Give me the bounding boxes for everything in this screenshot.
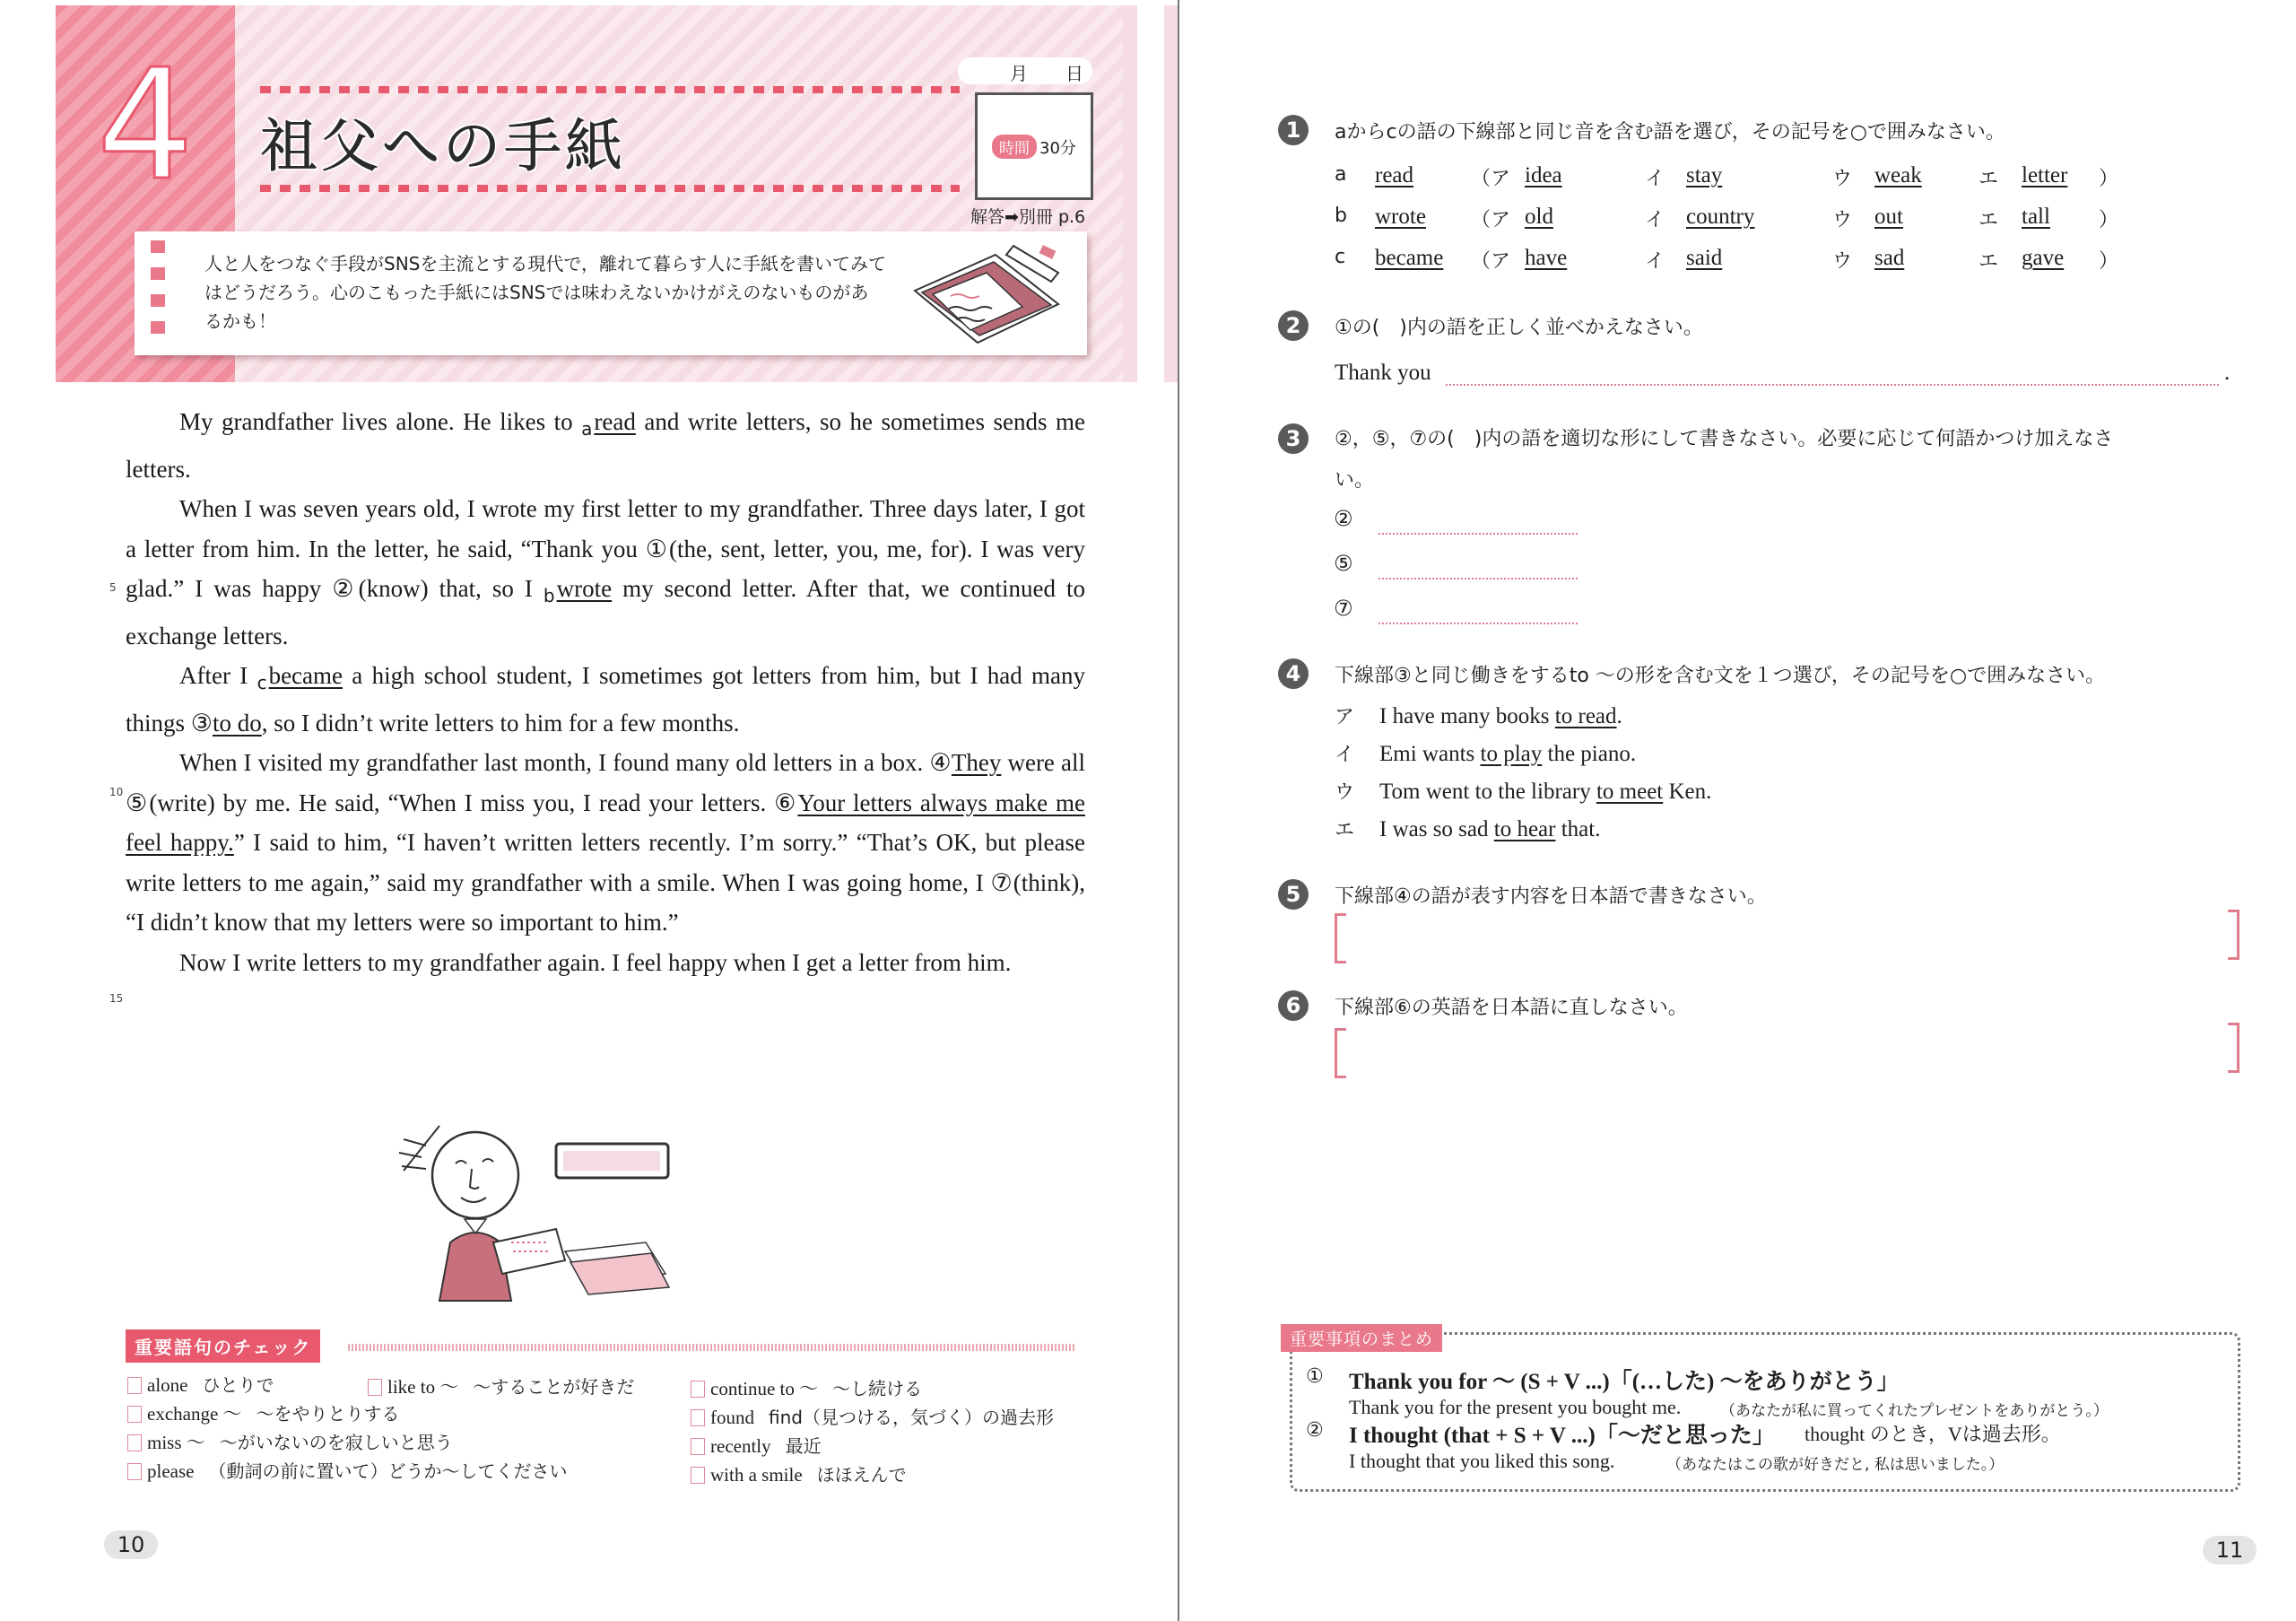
summary-title: 重要事項のまとめ [1281, 1324, 1442, 1352]
choice-text: I was so sad [1379, 817, 1494, 841]
answer-bracket-left [1335, 1028, 1346, 1078]
underlined-phrase-to-do: to do [212, 709, 262, 736]
title-dash-top [260, 86, 960, 93]
card-tab-notch [151, 321, 165, 334]
checkbox[interactable] [368, 1379, 382, 1396]
vocab-english: exchange ～ [147, 1403, 242, 1425]
option-kana[interactable]: エ [1979, 209, 1999, 231]
marker-2: ② [332, 575, 359, 602]
choice-text: Emi wants [1379, 742, 1481, 766]
checkbox[interactable] [691, 1409, 705, 1426]
option-kana[interactable]: ウ [1832, 250, 1853, 273]
choice-kana: エ [1335, 819, 1355, 841]
date-day-label: 日 [1065, 63, 1083, 84]
answer-reference: 解答➡別冊 p.6 [970, 207, 1086, 227]
question-badge-1: 1 [1278, 115, 1309, 145]
question-5-prompt: 下線部④の語が表す内容を日本語で書きなさい。 [1335, 885, 1767, 908]
paragraph-1 [126, 402, 1085, 489]
passage-text: (the, sent, letter, you, me, for). I was very glad.” I was happy [126, 535, 1085, 602]
choice-underlined: to read [1554, 704, 1617, 728]
word-marker-a: a [581, 418, 593, 440]
question-2-prompt: ①の( )内の語を正しく並べかえなさい。 [1335, 317, 1703, 339]
question-badge-3: 3 [1278, 423, 1309, 454]
checkbox[interactable] [127, 1463, 142, 1480]
summary-note: thought のとき，Vは過去形。 [1805, 1423, 2061, 1445]
vocab-japanese: ～し続ける [832, 1378, 923, 1399]
gutter-band [1123, 5, 1137, 382]
option-kana[interactable]: （ア [1471, 250, 1511, 273]
answer-area-q5[interactable] [1349, 913, 2224, 958]
underlined-word-wrote: wrote [556, 575, 613, 602]
passage-text: were all [1001, 749, 1085, 776]
passage-text: a high school student, I sometimes got letters from him, but I had many things [126, 662, 1086, 736]
option-word: out [1874, 205, 1903, 229]
vocab-english: recently [710, 1435, 771, 1457]
blank-label: ⑦ [1334, 596, 1353, 621]
question-3-prompt-line1: ②，⑤，⑦の( )内の語を適切な形にして書きなさい。必要に応じて何語かつけ加えなさ [1335, 428, 2114, 450]
option-word: said [1686, 246, 1723, 270]
vocab-english: alone [147, 1374, 188, 1396]
choice-underlined: to hear [1493, 817, 1556, 841]
option-word: letter [2022, 163, 2068, 187]
vocab-english: like to ～ [387, 1376, 459, 1398]
reading-passage [126, 402, 1085, 982]
choice-underlined: to meet [1596, 780, 1664, 804]
grandfather-reading-letter-illustration-icon [386, 1108, 673, 1305]
row-label: a [1335, 163, 1347, 186]
answer-line-q3-2[interactable] [1378, 533, 1578, 535]
summary-example: Thank you for the present you bought me. [1349, 1396, 1682, 1418]
option-word: stay [1686, 163, 1723, 187]
target-word: became [1375, 246, 1444, 270]
option-word: idea [1525, 163, 1562, 187]
answer-bracket-left [1335, 913, 1346, 963]
line-number: 15 [109, 992, 124, 1005]
choice-text: . [1616, 704, 1622, 728]
paragraph-5 [126, 943, 1085, 983]
question-badge-5: 5 [1278, 879, 1309, 910]
vocab-item[interactable] [127, 1428, 453, 1455]
paragraph-4 [126, 743, 1085, 943]
vocab-english: with a smile [710, 1464, 803, 1486]
row-label: b [1335, 205, 1347, 227]
q4-choice-u[interactable] [1335, 777, 1711, 805]
answer-bracket-right [2228, 910, 2239, 960]
target-word: read [1375, 163, 1414, 187]
answer-line-q2[interactable] [1446, 384, 2219, 386]
passage-text: After I [179, 662, 257, 689]
option-word: weak [1874, 163, 1922, 187]
checkbox[interactable] [691, 1438, 705, 1455]
vocab-item[interactable] [127, 1399, 400, 1426]
paragraph-3 [126, 656, 1085, 743]
paragraph-2 [126, 489, 1085, 656]
vocab-japanese: ～がいないのを寂しいと思う [219, 1432, 453, 1453]
choice-kana: ウ [1335, 781, 1355, 804]
answer-line-q3-5[interactable] [1378, 578, 1578, 580]
passage-text: my second letter. After that, we continued to exchange letters. [126, 575, 1085, 649]
summary-translation: （あなたはこの歌が好きだと, 私は思いました。） [1666, 1456, 2005, 1474]
option-kana[interactable]: エ [1979, 168, 1999, 190]
passage-text: Now I write letters to my grandfather again. I feel happy when I get a letter from him. [179, 948, 1012, 976]
vocab-english: found [710, 1407, 754, 1428]
choice-underlined: to play [1480, 742, 1543, 766]
summary-example: I thought that you liked this song. [1349, 1450, 1615, 1472]
vocab-japanese: （動詞の前に置いて）どうか～してください [208, 1460, 568, 1482]
vocab-japanese: 最近 [785, 1435, 822, 1457]
q4-choice-i[interactable] [1335, 739, 1636, 767]
vocab-japanese: ～することが好きだ [473, 1376, 635, 1398]
vocab-english: please [147, 1460, 195, 1482]
choice-text: Tom went to the library [1379, 780, 1596, 804]
line-number: 10 [109, 786, 124, 798]
marker-6: ⑥ [774, 789, 798, 816]
underlined-word-read: read [594, 408, 636, 435]
checkbox[interactable] [127, 1434, 142, 1451]
date-month-label: 月 [1010, 63, 1028, 84]
underlined-word-became: became [268, 662, 343, 689]
chapter-number: 4 [96, 37, 195, 214]
q4-choice-e[interactable] [1335, 815, 1600, 842]
checkbox[interactable] [691, 1467, 705, 1484]
option-kana[interactable]: イ [1645, 209, 1665, 231]
underlined-sentence-6: Your letters always make me feel happy. [126, 789, 1085, 856]
option-word: have [1525, 246, 1568, 270]
vocab-item[interactable] [368, 1373, 634, 1399]
close-paren: ） [2099, 168, 2119, 190]
answer-area-q6[interactable] [1349, 1028, 2224, 1073]
passage-text: When I visited my grandfather last month, I found many old letters in a box. [179, 749, 930, 776]
page-number-right: 11 [2203, 1536, 2257, 1564]
vocab-japanese: ひとりで [202, 1374, 274, 1396]
vocab-japanese: ～をやりとりする [256, 1403, 400, 1425]
option-word: gave [2022, 246, 2065, 270]
question-badge-6: 6 [1278, 990, 1309, 1021]
question-4-prompt: 下線部③と同じ働きをするto ～の形を含む文を１つ選び，その記号を○で囲みなさい。 [1335, 665, 2106, 687]
passage-text: ” I said to him, “I haven’t written letters recently. I’m sorry.” “That’s OK, but please write letters to me again,” said my grandfather with a smile. When I was going home, I [126, 829, 1085, 896]
vocab-divider [348, 1344, 1076, 1351]
close-paren: ） [2099, 209, 2119, 231]
vocab-item[interactable] [691, 1403, 1054, 1429]
intro-text: 人と人をつなぐ手段がSNSを主流とする現代で，離れて暮らす人に手紙を書いてみてはどうだろう。心のこもった手紙にはSNSでは味わえないかけがえのないものがあるかも！ [204, 253, 886, 332]
option-kana[interactable]: エ [1979, 250, 1999, 273]
question-1-prompt: aからcの語の下線部と同じ音を含む語を選び，その記号を○で囲みなさい。 [1335, 121, 2005, 144]
vocab-english: miss ～ [147, 1432, 205, 1453]
summary-point-head: I thought (that + S + V ...)「～だと思った」 [1349, 1424, 1775, 1448]
word-marker-c: c [257, 672, 267, 693]
gutter-band [1164, 5, 1178, 382]
summary-point-head: Thank you for ～ (S + V ...)「(…した) ～をありがとう」 [1349, 1370, 1900, 1394]
option-word: sad [1874, 246, 1905, 270]
card-tab-notch [151, 240, 165, 253]
passage-text: When I was seven years old, I wrote my first letter to my grandfather. Three days later, I got a letter from him. In the letter, he said, “Thank you [126, 495, 1085, 562]
underlined-word-they: They [951, 749, 1002, 776]
vocab-japanese: find（見つける，気づく）の過去形 [769, 1407, 1054, 1428]
blank-label: ② [1334, 506, 1353, 531]
answer-line-q3-7[interactable] [1378, 623, 1578, 624]
time-label-badge: 時間 [992, 135, 1037, 159]
choice-kana: ア [1335, 706, 1355, 728]
target-word: wrote [1375, 205, 1426, 229]
marker-7: ⑦ [990, 868, 1013, 896]
answer-bracket-right [2228, 1023, 2239, 1073]
card-tab-notch [151, 267, 165, 280]
option-kana[interactable]: （ア [1471, 209, 1511, 231]
page-fold-line [1178, 0, 1179, 1621]
letter-box-illustration-icon [897, 237, 1067, 353]
option-kana[interactable]: イ [1645, 250, 1665, 273]
option-word: country [1686, 205, 1755, 229]
choice-text: I have many books [1379, 704, 1555, 728]
passage-text: (think), “I didn’t know that my letters were so important to him.” [126, 868, 1085, 936]
blank-label: ⑤ [1334, 551, 1353, 576]
vocab-item[interactable] [691, 1432, 822, 1458]
marker-4: ④ [929, 749, 952, 776]
page-number-left: 10 [104, 1530, 158, 1559]
choice-text: that. [1555, 817, 1601, 841]
vocab-item[interactable] [127, 1371, 274, 1397]
option-kana[interactable]: ウ [1832, 209, 1853, 231]
choice-text: the piano. [1542, 742, 1637, 766]
title-dash-bottom [260, 185, 960, 192]
passage-text: , so I didn’t write letters to him for a few months. [261, 709, 740, 736]
question-badge-4: 4 [1278, 658, 1309, 689]
word-marker-b: b [543, 585, 555, 606]
question-6-prompt: 下線部⑥の英語を日本語に直しなさい。 [1335, 997, 1688, 1019]
choice-text: Ken. [1663, 780, 1712, 804]
summary-translation: （あなたが私に買ってくれたプレゼントをありがとう。） [1720, 1402, 2109, 1420]
passage-text: (know) that, so I [358, 575, 544, 602]
close-paren: ） [2099, 250, 2119, 273]
answer-prefix: Thank you [1335, 361, 1431, 385]
line-number: 5 [109, 581, 117, 594]
chapter-title: 祖父への手紙 [260, 115, 626, 179]
passage-text: and write letters, so he sometimes sends me letters. [126, 408, 1085, 483]
passage-text: (write) by me. He said, “When I miss you, I read your letters. [149, 789, 775, 816]
q4-choice-a[interactable] [1335, 702, 1622, 729]
passage-text: My grandfather lives alone. He likes to [179, 408, 582, 435]
marker-1: ① [645, 535, 669, 562]
question-3-prompt-line2: い。 [1335, 469, 1375, 492]
answer-suffix: . [2224, 361, 2231, 385]
option-word: tall [2022, 205, 2050, 229]
choice-kana: イ [1335, 744, 1355, 766]
summary-point-number: ① [1306, 1365, 1324, 1388]
checkbox[interactable] [691, 1381, 705, 1398]
time-value: 30分 [1039, 139, 1076, 158]
option-word: old [1525, 205, 1553, 229]
summary-point-number: ② [1306, 1419, 1324, 1442]
checkbox[interactable] [127, 1377, 142, 1394]
vocab-item[interactable] [691, 1460, 907, 1486]
option-kana[interactable]: （ア [1471, 168, 1511, 190]
marker-5: ⑤ [126, 789, 150, 816]
vocab-item[interactable] [691, 1374, 922, 1401]
card-tab-notch [151, 294, 165, 307]
option-kana[interactable]: イ [1645, 168, 1665, 190]
checkbox[interactable] [127, 1406, 142, 1423]
option-kana[interactable]: ウ [1832, 168, 1853, 190]
vocab-section-title: 重要語句のチェック [126, 1329, 320, 1363]
marker-3: ③ [190, 709, 213, 736]
row-label: c [1335, 246, 1346, 268]
vocab-japanese: ほほえんで [816, 1464, 907, 1486]
vocab-item[interactable] [127, 1457, 567, 1483]
question-badge-2: 2 [1278, 310, 1309, 341]
vocab-english: continue to ～ [710, 1378, 819, 1399]
